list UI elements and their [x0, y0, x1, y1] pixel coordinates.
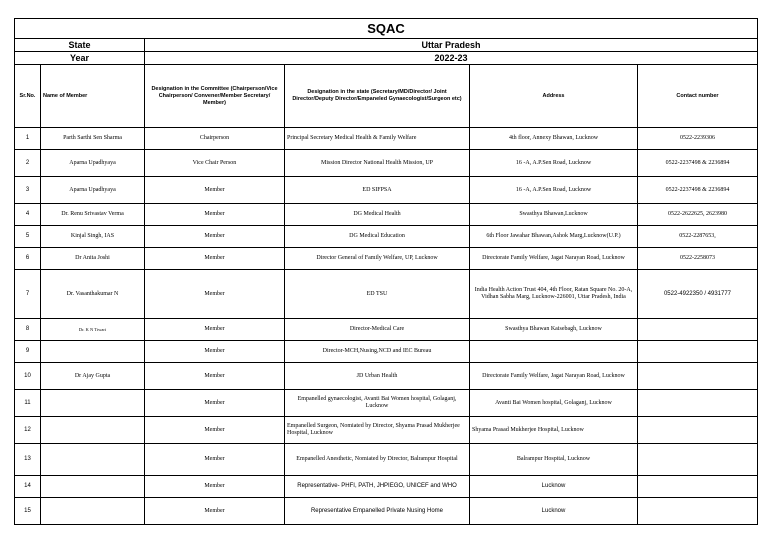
row-state-designation: Director-Medical Care — [285, 319, 470, 341]
row-state-designation: DG Medical Education — [285, 226, 470, 248]
row-contact — [638, 444, 758, 476]
row-member-name: Dr. Vasanthakumar N — [41, 270, 145, 319]
sheet-title: SQAC — [15, 19, 758, 39]
row-state-designation: ED TSU — [285, 270, 470, 319]
table-row — [15, 270, 758, 319]
member-rows — [15, 128, 758, 525]
row-committee-designation: Member — [145, 341, 285, 363]
row-address: Shyama Prasad Mukherjee Hospital, Lucknow — [470, 417, 638, 444]
row-srno: 10 — [15, 363, 41, 390]
row-contact: 0522-2622625, 2623980 — [638, 204, 758, 226]
row-committee-designation: Member — [145, 226, 285, 248]
table-row — [15, 319, 758, 341]
row-contact — [638, 498, 758, 525]
row-member-name — [41, 417, 145, 444]
row-address — [470, 341, 638, 363]
row-member-name — [41, 341, 145, 363]
row-member-name — [41, 390, 145, 417]
column-header-designation-committee: Designation in the Committee (Chairperson/Vice Chairperson/ Convener/Member Secretary/ Member) — [145, 65, 285, 128]
row-contact — [638, 390, 758, 417]
row-committee-designation: Member — [145, 177, 285, 204]
row-member-name: Kinjal Singh, IAS — [41, 226, 145, 248]
row-state-designation: Mission Director National Health Mission, UP — [285, 150, 470, 177]
year-label: Year — [15, 52, 145, 65]
row-member-name: Dr Ajay Gupta — [41, 363, 145, 390]
row-state-designation: DG Medical Health — [285, 204, 470, 226]
row-srno: 5 — [15, 226, 41, 248]
row-committee-designation: Member — [145, 476, 285, 498]
row-address: 16 -A, A.P.Sen Road, Lucknow — [470, 177, 638, 204]
row-srno: 11 — [15, 390, 41, 417]
row-address: India Health Action Trust 404, 4th Floor, Ratan Square No. 20-A, Vidhan Sabha Marg, Lucknow-226001, Uttar Pradesh, India — [470, 270, 638, 319]
row-committee-designation: Chairperson — [145, 128, 285, 150]
column-header-address: Address — [470, 65, 638, 128]
row-state-designation: Empanelled Surgeon, Nomiated by Director, Shyama Prasad Mukherjee Hospital, Lucknow — [285, 417, 470, 444]
table-row — [15, 128, 758, 150]
column-header-contact: Contact number — [638, 65, 758, 128]
table-row — [15, 444, 758, 476]
table-row — [15, 390, 758, 417]
row-srno: 7 — [15, 270, 41, 319]
row-member-name — [41, 498, 145, 525]
row-committee-designation: Member — [145, 248, 285, 270]
column-header-designation-state: Designation in the state (Secretary/MD/Director/ Joint Director/Deputy Director/Empaneled Gynaecologist/Surgeon etc) — [285, 65, 470, 128]
table-row — [15, 476, 758, 498]
table-row — [15, 177, 758, 204]
row-srno: 14 — [15, 476, 41, 498]
row-committee-designation: Member — [145, 390, 285, 417]
row-contact: 0522-2237498 & 2236894 — [638, 177, 758, 204]
row-committee-designation: Member — [145, 444, 285, 476]
row-member-name: Aparna Upadhyaya — [41, 150, 145, 177]
row-srno: 9 — [15, 341, 41, 363]
state-value: Uttar Pradesh — [145, 39, 758, 52]
row-member-name: Dr Anita Joshi — [41, 248, 145, 270]
row-srno: 4 — [15, 204, 41, 226]
column-header-row — [15, 65, 758, 128]
row-committee-designation: Member — [145, 319, 285, 341]
sqac-sheet — [14, 18, 757, 525]
row-srno: 13 — [15, 444, 41, 476]
row-member-name: Parth Sarthi Sen Sharma — [41, 128, 145, 150]
row-member-name — [41, 476, 145, 498]
year-value: 2022-23 — [145, 52, 758, 65]
row-address: 4th floor, Annexy Bhawan, Lucknow — [470, 128, 638, 150]
row-address: Balrampur Hospital, Lucknow — [470, 444, 638, 476]
row-contact: 0522-2237498 & 2236894 — [638, 150, 758, 177]
row-contact: 0522-2239306 — [638, 128, 758, 150]
table-row — [15, 204, 758, 226]
column-header-srno: Sr.No. — [15, 65, 41, 128]
row-state-designation: Principal Secretary Medical Health & Family Welfare — [285, 128, 470, 150]
row-contact: 0522-4922350 / 4931777 — [638, 270, 758, 319]
row-address: Avanti Bai Women hospital, Golaganj, Lucknow — [470, 390, 638, 417]
row-address: Directorate Family Welfare, Jagat Narayan Road, Lucknow — [470, 248, 638, 270]
table-row — [15, 417, 758, 444]
row-contact — [638, 417, 758, 444]
row-committee-designation: Member — [145, 204, 285, 226]
row-srno: 6 — [15, 248, 41, 270]
row-srno: 8 — [15, 319, 41, 341]
row-state-designation: Empanelled gynaecologist, Avanti Bai Women hospital, Golaganj, Lucknow — [285, 390, 470, 417]
row-committee-designation: Member — [145, 498, 285, 525]
table-row — [15, 248, 758, 270]
row-srno: 12 — [15, 417, 41, 444]
row-srno: 15 — [15, 498, 41, 525]
row-state-designation: Director General of Family Welfare, UP, Lucknow — [285, 248, 470, 270]
row-committee-designation: Member — [145, 417, 285, 444]
row-state-designation: ED SIFPSA — [285, 177, 470, 204]
row-member-name: Dr. Renu Srivastav Verma — [41, 204, 145, 226]
row-state-designation: Representative- PHFI, PATH, JHPIEGO, UNICEF and WHO — [285, 476, 470, 498]
row-member-name: Aparna Upadhyaya — [41, 177, 145, 204]
row-contact — [638, 341, 758, 363]
row-contact — [638, 319, 758, 341]
row-state-designation: Director-MCH,Nusing,NCD and IEC Bureau — [285, 341, 470, 363]
row-contact — [638, 476, 758, 498]
table-row — [15, 150, 758, 177]
row-member-name — [41, 444, 145, 476]
row-committee-designation: Member — [145, 270, 285, 319]
row-state-designation: Empanelled Anesthetic, Nomiated by Director, Balrampur Hospital — [285, 444, 470, 476]
row-srno: 2 — [15, 150, 41, 177]
row-srno: 1 — [15, 128, 41, 150]
row-address: Directorate Family Welfare, Jagat Narayan Road, Lucknow — [470, 363, 638, 390]
table-row — [15, 363, 758, 390]
row-committee-designation: Vice Chair Person — [145, 150, 285, 177]
state-label: State — [15, 39, 145, 52]
row-srno: 3 — [15, 177, 41, 204]
row-contact: 0522-2258073 — [638, 248, 758, 270]
row-contact: 0522-2287653, — [638, 226, 758, 248]
table-row — [15, 226, 758, 248]
row-contact — [638, 363, 758, 390]
row-address: Swasthya Bhawan,Lucknow — [470, 204, 638, 226]
row-member-name: Dr. K N Tiwari — [41, 319, 145, 341]
row-state-designation: Representative Empanelled Private Nusing Home — [285, 498, 470, 525]
row-address: Swasthya Bhawan Kaisebagh, Lucknow — [470, 319, 638, 341]
table-row — [15, 498, 758, 525]
row-address: Lucknow — [470, 498, 638, 525]
table-row — [15, 341, 758, 363]
row-address: 16 -A, A.P.Sen Road, Lucknow — [470, 150, 638, 177]
column-header-name: Name of Member — [41, 65, 145, 128]
row-address: Lucknow — [470, 476, 638, 498]
row-state-designation: JD Urban Health — [285, 363, 470, 390]
row-address: 6th Floor Jawahar Bhawan,Ashok Marg,Lucknow(U.P.) — [470, 226, 638, 248]
row-committee-designation: Member — [145, 363, 285, 390]
sqac-table — [14, 18, 758, 525]
